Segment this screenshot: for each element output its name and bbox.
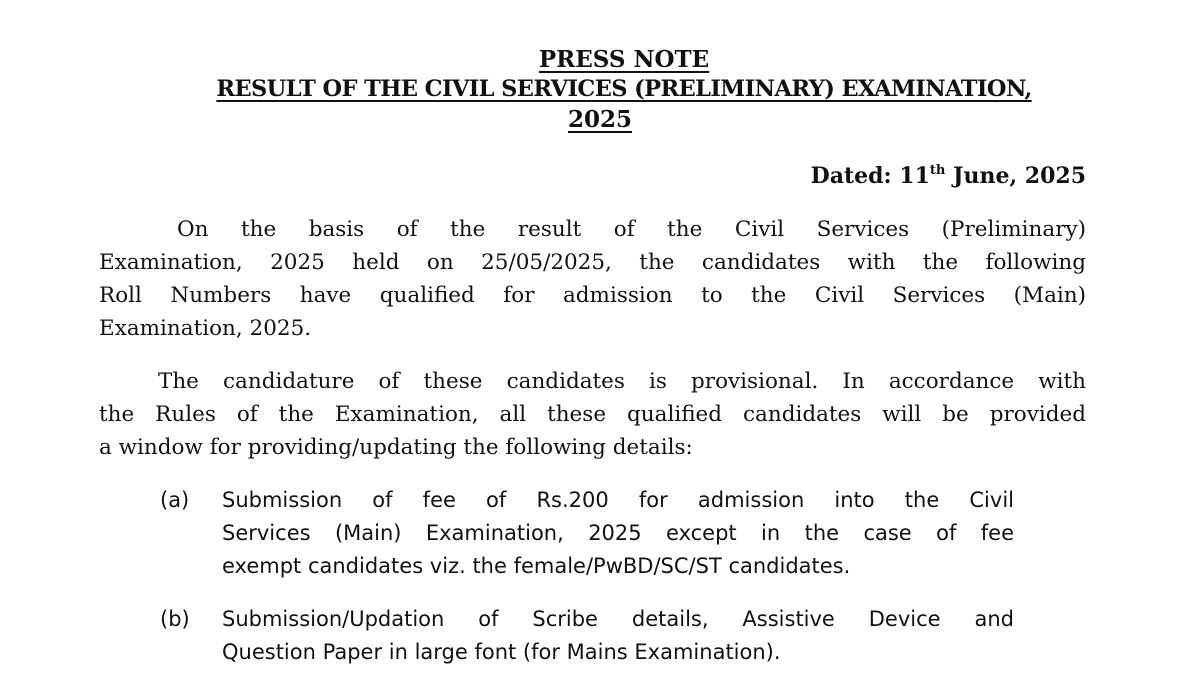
result-title-line: RESULT OF THE CIVIL SERVICES (PRELIMINARY) EXAMINATION, <box>216 76 1032 102</box>
paragraph-candidature <box>99 365 1086 464</box>
paragraph-result-basis <box>99 213 1086 345</box>
press-note-title: PRESS NOTE <box>538 46 710 73</box>
result-title-year: 2025 <box>567 106 632 133</box>
date-suffix: June, 2025 <box>945 163 1086 189</box>
paragraph-line: Examination, 2025. <box>99 316 312 341</box>
list-item-body <box>222 603 1014 669</box>
list-marker: (b) <box>160 607 190 631</box>
date-ordinal-suffix: th <box>929 163 946 178</box>
paragraph-line: Roll Numbers have qualified for admission to the Civil Services (Main) <box>99 283 1086 308</box>
date-prefix: Dated: 11 <box>810 163 930 189</box>
list-item-line: Question Paper in large font (for Mains Examination). <box>222 640 781 664</box>
paragraph-line: a window for providing/updating the following details: <box>99 435 693 460</box>
list-item-line: exempt candidates viz. the female/PwBD/SC/ST candidates. <box>222 554 851 578</box>
date-line <box>811 163 1086 189</box>
paragraph-line: Examination, 2025 held on 25/05/2025, the candidates with the following <box>99 250 1086 275</box>
list-item-body <box>222 484 1014 583</box>
paragraph-line: The candidature of these candidates is provisional. In accordance with <box>158 369 1086 394</box>
paragraph-line: the Rules of the Examination, all these qualified candidates will be provided <box>99 402 1086 427</box>
paragraph-line: On the basis of the result of the Civil Services (Preliminary) <box>177 217 1086 242</box>
list-item-line: Submission of fee of Rs.200 for admission into the Civil <box>222 488 1014 512</box>
list-item-line: Services (Main) Examination, 2025 except in the case of fee <box>222 521 1014 545</box>
list-marker: (a) <box>160 488 190 512</box>
list-item-line: Submission/Updation of Scribe details, Assistive Device and <box>222 607 1014 631</box>
